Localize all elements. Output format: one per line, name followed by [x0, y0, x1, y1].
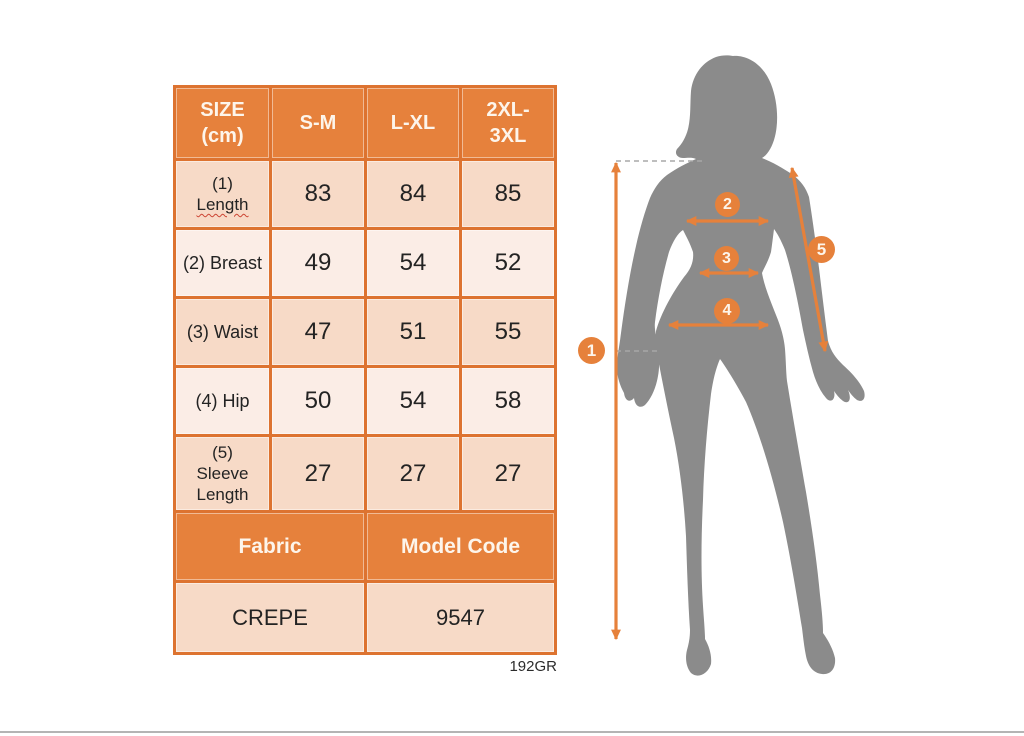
- row-label-line: (5): [212, 442, 233, 462]
- value-sleeve-l-xl: 27: [367, 437, 459, 510]
- female-silhouette: [617, 55, 865, 675]
- measurement-marker-3: 3: [714, 246, 739, 271]
- row-label-hip: (4) Hip: [176, 368, 269, 434]
- header-cell-l-xl: L-XL: [367, 88, 459, 158]
- row-label-length: [176, 161, 269, 227]
- value-length-s-m: 83: [272, 161, 364, 227]
- measurement-diagram: [560, 30, 920, 690]
- value-breast-s-m: 49: [272, 230, 364, 296]
- value-hip-2xl-3xl: 58: [462, 368, 554, 434]
- header-cell-s-m: S-M: [272, 88, 364, 158]
- size-table: [173, 85, 557, 655]
- value-waist-l-xl: 51: [367, 299, 459, 365]
- fabric-value: CREPE: [176, 583, 364, 652]
- weight-note: 192GR: [509, 658, 557, 675]
- value-breast-2xl-3xl: 52: [462, 230, 554, 296]
- row-label-breast: (2) Breast: [176, 230, 269, 296]
- row-label-line: Length: [196, 195, 249, 214]
- header-cell-2xl-3xl: 2XL-3XL: [462, 88, 554, 158]
- value-sleeve-s-m: 27: [272, 437, 364, 510]
- model-code-value: 9547: [367, 583, 554, 652]
- fabric-header: Fabric: [176, 513, 364, 580]
- row-label-waist: (3) Waist: [176, 299, 269, 365]
- measurement-marker-5: 5: [808, 236, 835, 263]
- value-length-l-xl: 84: [367, 161, 459, 227]
- value-length-2xl-3xl: 85: [462, 161, 554, 227]
- value-hip-l-xl: 54: [367, 368, 459, 434]
- measurement-marker-1: 1: [578, 337, 605, 364]
- page-bottom-divider: [0, 731, 1024, 733]
- model-code-header: Model Code: [367, 513, 554, 580]
- value-hip-s-m: 50: [272, 368, 364, 434]
- header-cell-size: SIZE (cm): [176, 88, 269, 158]
- row-label-sleeve-length: [176, 437, 269, 510]
- value-sleeve-2xl-3xl: 27: [462, 437, 554, 510]
- row-label-line: (1): [212, 173, 233, 193]
- value-breast-l-xl: 54: [367, 230, 459, 296]
- value-waist-s-m: 47: [272, 299, 364, 365]
- measurement-marker-4: 4: [714, 298, 740, 324]
- row-label-line: Sleeve Length: [196, 463, 249, 505]
- measurement-marker-2: 2: [715, 192, 740, 217]
- value-waist-2xl-3xl: 55: [462, 299, 554, 365]
